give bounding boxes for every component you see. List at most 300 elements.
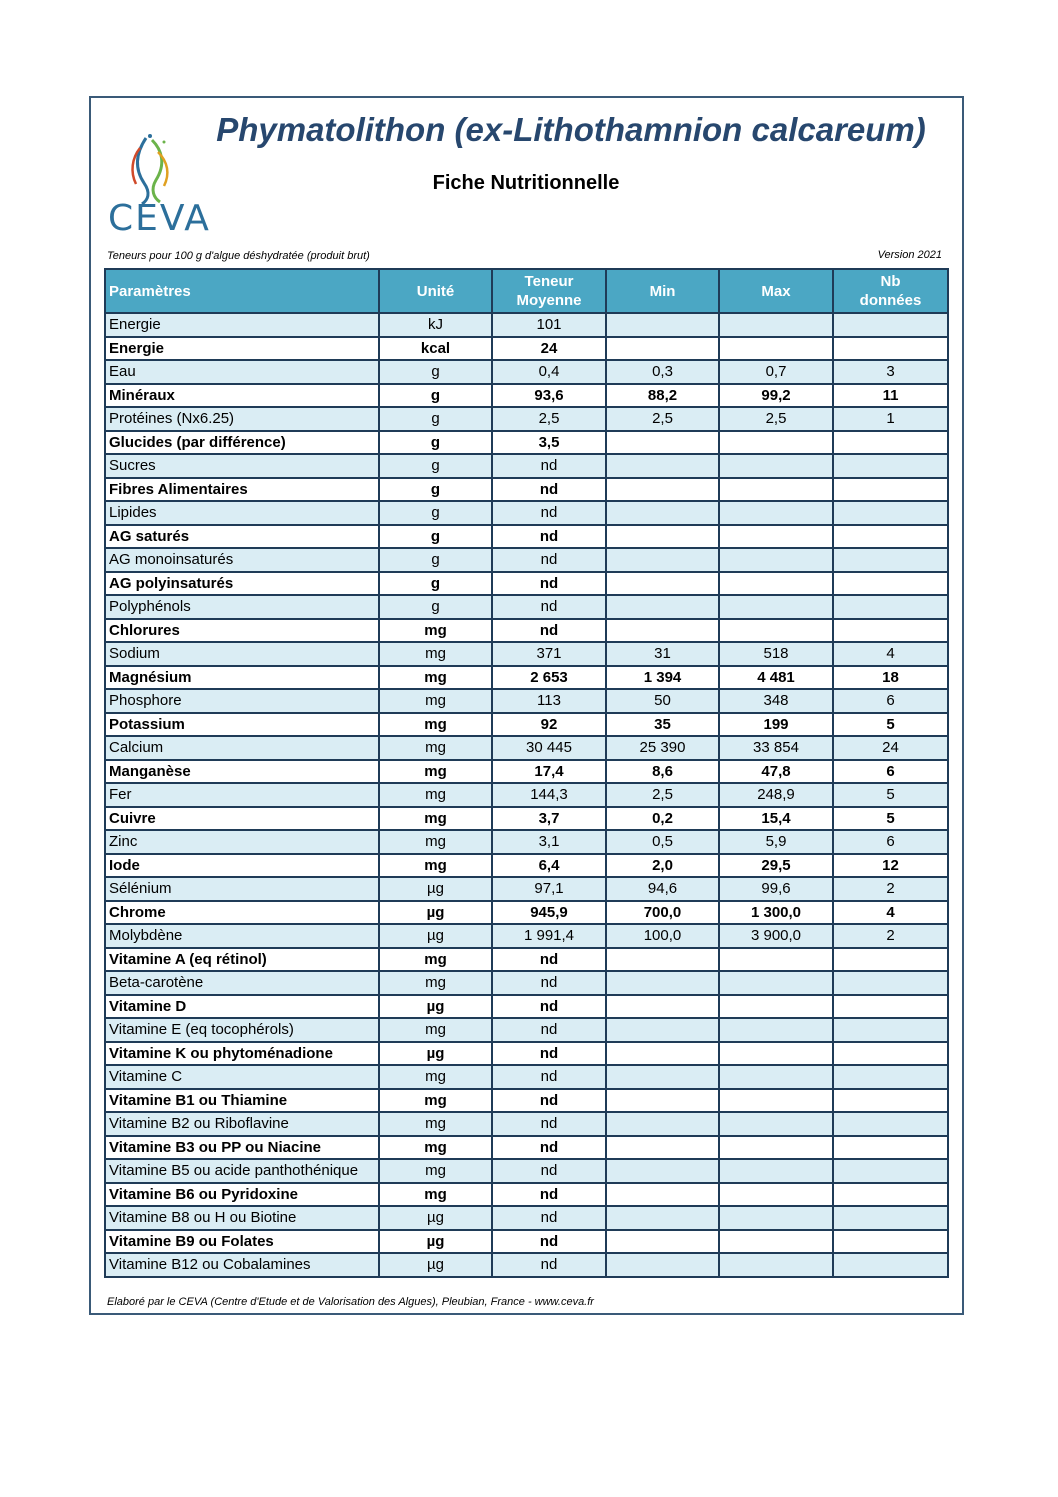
cell-nb-donnees bbox=[833, 1206, 948, 1230]
cell-teneur-moyenne: 144,3 bbox=[492, 783, 606, 807]
cell-parametre: Vitamine K ou phytoménadione bbox=[105, 1042, 379, 1066]
cell-unite: mg bbox=[379, 1112, 492, 1136]
cell-unite: kJ bbox=[379, 313, 492, 337]
cell-nb-donnees bbox=[833, 337, 948, 361]
cell-max bbox=[719, 595, 833, 619]
cell-parametre: Energie bbox=[105, 313, 379, 337]
table-row bbox=[105, 1136, 948, 1160]
cell-unite: mg bbox=[379, 642, 492, 666]
cell-max: 47,8 bbox=[719, 760, 833, 784]
cell-teneur-moyenne: nd bbox=[492, 1159, 606, 1183]
cell-parametre: Vitamine E (eq tocophérols) bbox=[105, 1018, 379, 1042]
content-note: Teneurs pour 100 g d'algue déshydratée (produit brut) bbox=[107, 250, 370, 262]
cell-min bbox=[606, 595, 719, 619]
cell-teneur-moyenne: 3,5 bbox=[492, 431, 606, 455]
table-row bbox=[105, 595, 948, 619]
cell-nb-donnees: 18 bbox=[833, 666, 948, 690]
cell-parametre: Vitamine B2 ou Riboflavine bbox=[105, 1112, 379, 1136]
cell-parametre: Polyphénols bbox=[105, 595, 379, 619]
cell-unite: g bbox=[379, 454, 492, 478]
cell-parametre: Vitamine B8 ou H ou Biotine bbox=[105, 1206, 379, 1230]
cell-parametre: Vitamine C bbox=[105, 1065, 379, 1089]
cell-max: 15,4 bbox=[719, 807, 833, 831]
cell-min: 8,6 bbox=[606, 760, 719, 784]
cell-unite: µg bbox=[379, 1253, 492, 1277]
cell-min: 1 394 bbox=[606, 666, 719, 690]
cell-min: 35 bbox=[606, 713, 719, 737]
cell-teneur-moyenne: nd bbox=[492, 478, 606, 502]
cell-max: 29,5 bbox=[719, 854, 833, 878]
cell-nb-donnees: 4 bbox=[833, 901, 948, 925]
cell-parametre: AG saturés bbox=[105, 525, 379, 549]
footer-credit: Elaboré par le CEVA (Centre d'Etude et de Valorisation des Algues), Pleubian, France - www.ceva.fr bbox=[107, 1296, 594, 1308]
page-subtitle: Fiche Nutritionnelle bbox=[432, 172, 620, 194]
header-nb-donnees: Nb données bbox=[833, 269, 948, 313]
cell-max: 3 900,0 bbox=[719, 924, 833, 948]
cell-unite: mg bbox=[379, 948, 492, 972]
cell-max bbox=[719, 525, 833, 549]
cell-parametre: Chrome bbox=[105, 901, 379, 925]
cell-nb-donnees: 5 bbox=[833, 807, 948, 831]
cell-nb-donnees bbox=[833, 1136, 948, 1160]
cell-nb-donnees bbox=[833, 431, 948, 455]
cell-parametre: Energie bbox=[105, 337, 379, 361]
table-row bbox=[105, 901, 948, 925]
cell-max: 5,9 bbox=[719, 830, 833, 854]
cell-unite: g bbox=[379, 595, 492, 619]
cell-unite: mg bbox=[379, 760, 492, 784]
table-row bbox=[105, 619, 948, 643]
cell-parametre: Cuivre bbox=[105, 807, 379, 831]
cell-min bbox=[606, 1112, 719, 1136]
header-parametres: Paramètres bbox=[105, 269, 379, 313]
cell-nb-donnees: 5 bbox=[833, 713, 948, 737]
cell-nb-donnees bbox=[833, 1089, 948, 1113]
cell-max bbox=[719, 1230, 833, 1254]
cell-min bbox=[606, 478, 719, 502]
cell-nb-donnees: 6 bbox=[833, 830, 948, 854]
cell-teneur-moyenne: 6,4 bbox=[492, 854, 606, 878]
cell-teneur-moyenne: nd bbox=[492, 1183, 606, 1207]
cell-min bbox=[606, 1206, 719, 1230]
cell-max bbox=[719, 548, 833, 572]
cell-min: 2,0 bbox=[606, 854, 719, 878]
table-row bbox=[105, 1065, 948, 1089]
cell-unite: mg bbox=[379, 1065, 492, 1089]
table-header-row bbox=[105, 269, 948, 313]
cell-min bbox=[606, 313, 719, 337]
table-row bbox=[105, 971, 948, 995]
cell-parametre: Minéraux bbox=[105, 384, 379, 408]
cell-parametre: Chlorures bbox=[105, 619, 379, 643]
cell-teneur-moyenne: nd bbox=[492, 1042, 606, 1066]
cell-parametre: Vitamine A (eq rétinol) bbox=[105, 948, 379, 972]
cell-nb-donnees bbox=[833, 572, 948, 596]
cell-teneur-moyenne: 1 991,4 bbox=[492, 924, 606, 948]
table-row bbox=[105, 525, 948, 549]
cell-max bbox=[719, 1112, 833, 1136]
table-row bbox=[105, 454, 948, 478]
cell-parametre: Iode bbox=[105, 854, 379, 878]
header-max: Max bbox=[719, 269, 833, 313]
cell-nb-donnees: 2 bbox=[833, 924, 948, 948]
cell-unite: mg bbox=[379, 619, 492, 643]
table-row bbox=[105, 337, 948, 361]
cell-unite: g bbox=[379, 548, 492, 572]
table-row bbox=[105, 666, 948, 690]
cell-parametre: Vitamine B5 ou acide panthothénique bbox=[105, 1159, 379, 1183]
cell-max bbox=[719, 1065, 833, 1089]
cell-max: 99,2 bbox=[719, 384, 833, 408]
cell-max bbox=[719, 948, 833, 972]
cell-min bbox=[606, 1018, 719, 1042]
cell-parametre: Vitamine B1 ou Thiamine bbox=[105, 1089, 379, 1113]
cell-min bbox=[606, 1183, 719, 1207]
cell-min bbox=[606, 548, 719, 572]
cell-max bbox=[719, 572, 833, 596]
header-min: Min bbox=[606, 269, 719, 313]
cell-teneur-moyenne: nd bbox=[492, 1230, 606, 1254]
table-row bbox=[105, 830, 948, 854]
table-row bbox=[105, 1089, 948, 1113]
cell-teneur-moyenne: 371 bbox=[492, 642, 606, 666]
cell-max bbox=[719, 313, 833, 337]
cell-parametre: Vitamine B9 ou Folates bbox=[105, 1230, 379, 1254]
cell-min bbox=[606, 1089, 719, 1113]
table-row bbox=[105, 1018, 948, 1042]
table-row bbox=[105, 1112, 948, 1136]
table-row bbox=[105, 642, 948, 666]
cell-max bbox=[719, 1136, 833, 1160]
cell-parametre: Protéines (Nx6.25) bbox=[105, 407, 379, 431]
cell-min bbox=[606, 619, 719, 643]
table-row bbox=[105, 760, 948, 784]
cell-teneur-moyenne: 2,5 bbox=[492, 407, 606, 431]
cell-nb-donnees bbox=[833, 1253, 948, 1277]
table-row bbox=[105, 736, 948, 760]
cell-max: 518 bbox=[719, 642, 833, 666]
cell-max: 248,9 bbox=[719, 783, 833, 807]
cell-max bbox=[719, 501, 833, 525]
cell-teneur-moyenne: 30 445 bbox=[492, 736, 606, 760]
cell-unite: g bbox=[379, 525, 492, 549]
ceva-logo-text: CEVA bbox=[108, 198, 211, 239]
cell-unite: mg bbox=[379, 1183, 492, 1207]
table-row bbox=[105, 1206, 948, 1230]
cell-teneur-moyenne: 92 bbox=[492, 713, 606, 737]
cell-parametre: Manganèse bbox=[105, 760, 379, 784]
cell-min bbox=[606, 1253, 719, 1277]
cell-teneur-moyenne: nd bbox=[492, 501, 606, 525]
cell-parametre: Lipides bbox=[105, 501, 379, 525]
cell-nb-donnees bbox=[833, 971, 948, 995]
cell-unite: mg bbox=[379, 689, 492, 713]
cell-min bbox=[606, 1136, 719, 1160]
cell-nb-donnees: 11 bbox=[833, 384, 948, 408]
cell-nb-donnees bbox=[833, 313, 948, 337]
cell-min bbox=[606, 572, 719, 596]
table-row bbox=[105, 431, 948, 455]
cell-parametre: Vitamine B3 ou PP ou Niacine bbox=[105, 1136, 379, 1160]
cell-max: 199 bbox=[719, 713, 833, 737]
cell-nb-donnees: 6 bbox=[833, 689, 948, 713]
cell-nb-donnees bbox=[833, 948, 948, 972]
cell-max: 33 854 bbox=[719, 736, 833, 760]
cell-teneur-moyenne: nd bbox=[492, 1018, 606, 1042]
cell-unite: mg bbox=[379, 666, 492, 690]
table-row bbox=[105, 783, 948, 807]
nutrition-table bbox=[104, 268, 949, 1278]
cell-parametre: Beta-carotène bbox=[105, 971, 379, 995]
cell-unite: mg bbox=[379, 1136, 492, 1160]
cell-max bbox=[719, 1206, 833, 1230]
cell-teneur-moyenne: nd bbox=[492, 454, 606, 478]
cell-max bbox=[719, 431, 833, 455]
cell-nb-donnees bbox=[833, 1042, 948, 1066]
cell-max: 99,6 bbox=[719, 877, 833, 901]
cell-unite: g bbox=[379, 407, 492, 431]
cell-teneur-moyenne: 2 653 bbox=[492, 666, 606, 690]
table-row bbox=[105, 1159, 948, 1183]
cell-nb-donnees: 4 bbox=[833, 642, 948, 666]
header-teneur-moyenne: Teneur Moyenne bbox=[492, 269, 606, 313]
cell-max: 4 481 bbox=[719, 666, 833, 690]
cell-teneur-moyenne: nd bbox=[492, 995, 606, 1019]
cell-unite: mg bbox=[379, 854, 492, 878]
cell-max bbox=[719, 1042, 833, 1066]
cell-parametre: Zinc bbox=[105, 830, 379, 854]
cell-min bbox=[606, 1230, 719, 1254]
cell-unite: mg bbox=[379, 736, 492, 760]
cell-parametre: AG polyinsaturés bbox=[105, 572, 379, 596]
cell-parametre: Vitamine D bbox=[105, 995, 379, 1019]
cell-max bbox=[719, 478, 833, 502]
cell-max bbox=[719, 1183, 833, 1207]
cell-min bbox=[606, 971, 719, 995]
cell-unite: mg bbox=[379, 1018, 492, 1042]
cell-min: 25 390 bbox=[606, 736, 719, 760]
table-row bbox=[105, 1042, 948, 1066]
cell-teneur-moyenne: 945,9 bbox=[492, 901, 606, 925]
cell-unite: mg bbox=[379, 1159, 492, 1183]
table-row bbox=[105, 1253, 948, 1277]
cell-min bbox=[606, 501, 719, 525]
cell-min: 50 bbox=[606, 689, 719, 713]
cell-unite: µg bbox=[379, 1230, 492, 1254]
cell-teneur-moyenne: 0,4 bbox=[492, 360, 606, 384]
cell-teneur-moyenne: nd bbox=[492, 948, 606, 972]
cell-parametre: Vitamine B6 ou Pyridoxine bbox=[105, 1183, 379, 1207]
table-row bbox=[105, 1230, 948, 1254]
cell-nb-donnees bbox=[833, 1183, 948, 1207]
cell-min bbox=[606, 1042, 719, 1066]
cell-max bbox=[719, 1159, 833, 1183]
cell-teneur-moyenne: nd bbox=[492, 971, 606, 995]
cell-teneur-moyenne: 3,1 bbox=[492, 830, 606, 854]
cell-min bbox=[606, 1065, 719, 1089]
cell-nb-donnees bbox=[833, 1065, 948, 1089]
table-row bbox=[105, 689, 948, 713]
cell-nb-donnees bbox=[833, 619, 948, 643]
cell-teneur-moyenne: nd bbox=[492, 1089, 606, 1113]
cell-nb-donnees: 5 bbox=[833, 783, 948, 807]
table-row bbox=[105, 924, 948, 948]
cell-min: 88,2 bbox=[606, 384, 719, 408]
cell-teneur-moyenne: nd bbox=[492, 572, 606, 596]
cell-teneur-moyenne: 24 bbox=[492, 337, 606, 361]
cell-parametre: Potassium bbox=[105, 713, 379, 737]
cell-nb-donnees: 6 bbox=[833, 760, 948, 784]
cell-unite: g bbox=[379, 501, 492, 525]
cell-unite: µg bbox=[379, 877, 492, 901]
cell-max bbox=[719, 454, 833, 478]
cell-max bbox=[719, 619, 833, 643]
cell-teneur-moyenne: nd bbox=[492, 619, 606, 643]
table-row bbox=[105, 572, 948, 596]
cell-nb-donnees: 2 bbox=[833, 877, 948, 901]
table-row bbox=[105, 360, 948, 384]
cell-unite: g bbox=[379, 360, 492, 384]
cell-teneur-moyenne: 101 bbox=[492, 313, 606, 337]
cell-parametre: Sélénium bbox=[105, 877, 379, 901]
cell-teneur-moyenne: 3,7 bbox=[492, 807, 606, 831]
cell-nb-donnees bbox=[833, 1018, 948, 1042]
cell-min: 0,5 bbox=[606, 830, 719, 854]
version-label: Version 2021 bbox=[877, 249, 942, 261]
cell-teneur-moyenne: nd bbox=[492, 525, 606, 549]
cell-max bbox=[719, 337, 833, 361]
cell-teneur-moyenne: 93,6 bbox=[492, 384, 606, 408]
cell-min: 94,6 bbox=[606, 877, 719, 901]
cell-unite: mg bbox=[379, 971, 492, 995]
cell-min: 2,5 bbox=[606, 783, 719, 807]
table-row bbox=[105, 877, 948, 901]
cell-parametre: Phosphore bbox=[105, 689, 379, 713]
cell-min: 31 bbox=[606, 642, 719, 666]
cell-unite: µg bbox=[379, 901, 492, 925]
cell-unite: g bbox=[379, 431, 492, 455]
cell-nb-donnees bbox=[833, 478, 948, 502]
cell-teneur-moyenne: 97,1 bbox=[492, 877, 606, 901]
cell-teneur-moyenne: nd bbox=[492, 1206, 606, 1230]
table-row bbox=[105, 548, 948, 572]
cell-parametre: Vitamine B12 ou Cobalamines bbox=[105, 1253, 379, 1277]
cell-min bbox=[606, 1159, 719, 1183]
cell-min bbox=[606, 995, 719, 1019]
cell-min bbox=[606, 454, 719, 478]
cell-unite: mg bbox=[379, 713, 492, 737]
cell-min bbox=[606, 525, 719, 549]
cell-parametre: Calcium bbox=[105, 736, 379, 760]
cell-nb-donnees bbox=[833, 501, 948, 525]
table-row bbox=[105, 807, 948, 831]
table-row bbox=[105, 407, 948, 431]
cell-parametre: Fibres Alimentaires bbox=[105, 478, 379, 502]
cell-unite: µg bbox=[379, 924, 492, 948]
cell-parametre: Sucres bbox=[105, 454, 379, 478]
cell-nb-donnees: 1 bbox=[833, 407, 948, 431]
cell-nb-donnees bbox=[833, 454, 948, 478]
cell-max bbox=[719, 1089, 833, 1113]
cell-teneur-moyenne: nd bbox=[492, 548, 606, 572]
cell-min bbox=[606, 948, 719, 972]
cell-max bbox=[719, 1018, 833, 1042]
table-row bbox=[105, 713, 948, 737]
cell-parametre: Molybdène bbox=[105, 924, 379, 948]
cell-unite: µg bbox=[379, 1206, 492, 1230]
cell-nb-donnees bbox=[833, 595, 948, 619]
cell-max bbox=[719, 1253, 833, 1277]
cell-min: 2,5 bbox=[606, 407, 719, 431]
page-title: Phymatolithon (ex-Lithothamnion calcareum) bbox=[216, 111, 926, 148]
table-row bbox=[105, 313, 948, 337]
cell-nb-donnees: 3 bbox=[833, 360, 948, 384]
cell-nb-donnees bbox=[833, 525, 948, 549]
cell-unite: mg bbox=[379, 807, 492, 831]
cell-max: 348 bbox=[719, 689, 833, 713]
table-row bbox=[105, 854, 948, 878]
cell-nb-donnees bbox=[833, 995, 948, 1019]
cell-min bbox=[606, 337, 719, 361]
cell-teneur-moyenne: nd bbox=[492, 1112, 606, 1136]
cell-parametre: Fer bbox=[105, 783, 379, 807]
cell-parametre: Glucides (par différence) bbox=[105, 431, 379, 455]
table-row bbox=[105, 1183, 948, 1207]
cell-min bbox=[606, 431, 719, 455]
cell-nb-donnees: 24 bbox=[833, 736, 948, 760]
cell-teneur-moyenne: 113 bbox=[492, 689, 606, 713]
cell-parametre: Eau bbox=[105, 360, 379, 384]
header-unite: Unité bbox=[379, 269, 492, 313]
cell-unite: g bbox=[379, 384, 492, 408]
table-row bbox=[105, 384, 948, 408]
cell-max bbox=[719, 971, 833, 995]
table-row bbox=[105, 478, 948, 502]
cell-nb-donnees: 12 bbox=[833, 854, 948, 878]
cell-teneur-moyenne: nd bbox=[492, 1136, 606, 1160]
cell-max: 0,7 bbox=[719, 360, 833, 384]
cell-unite: mg bbox=[379, 783, 492, 807]
cell-nb-donnees bbox=[833, 1230, 948, 1254]
cell-min: 0,3 bbox=[606, 360, 719, 384]
cell-parametre: Sodium bbox=[105, 642, 379, 666]
cell-unite: µg bbox=[379, 995, 492, 1019]
cell-unite: g bbox=[379, 572, 492, 596]
cell-max: 2,5 bbox=[719, 407, 833, 431]
cell-nb-donnees bbox=[833, 1112, 948, 1136]
cell-teneur-moyenne: nd bbox=[492, 595, 606, 619]
table-body bbox=[105, 313, 948, 1277]
cell-teneur-moyenne: nd bbox=[492, 1065, 606, 1089]
cell-unite: g bbox=[379, 478, 492, 502]
cell-unite: kcal bbox=[379, 337, 492, 361]
cell-unite: mg bbox=[379, 830, 492, 854]
cell-max bbox=[719, 995, 833, 1019]
cell-min: 100,0 bbox=[606, 924, 719, 948]
cell-min: 0,2 bbox=[606, 807, 719, 831]
table-row bbox=[105, 995, 948, 1019]
cell-nb-donnees bbox=[833, 548, 948, 572]
table-row bbox=[105, 948, 948, 972]
cell-unite: mg bbox=[379, 1089, 492, 1113]
cell-unite: µg bbox=[379, 1042, 492, 1066]
cell-max: 1 300,0 bbox=[719, 901, 833, 925]
cell-teneur-moyenne: nd bbox=[492, 1253, 606, 1277]
table-row bbox=[105, 501, 948, 525]
cell-teneur-moyenne: 17,4 bbox=[492, 760, 606, 784]
cell-min: 700,0 bbox=[606, 901, 719, 925]
cell-parametre: AG monoinsaturés bbox=[105, 548, 379, 572]
